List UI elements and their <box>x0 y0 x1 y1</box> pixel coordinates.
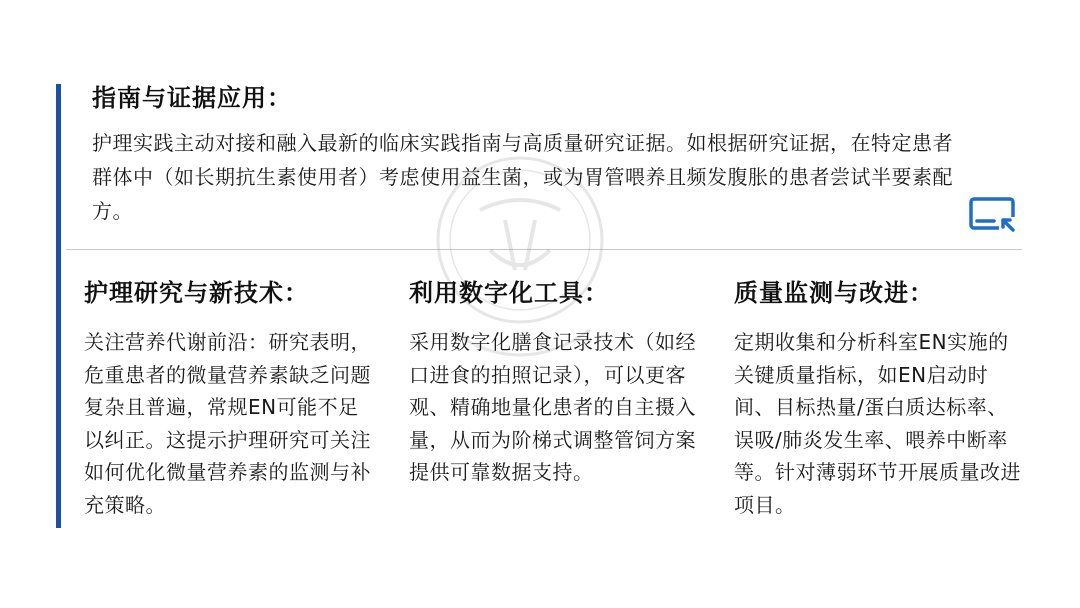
column-nursing-research <box>84 274 372 522</box>
column-body: 关注营养代谢前沿：研究表明，危重患者的微量营养素缺乏问题复杂且普遍，常规EN可能不足以纠正。这提示护理研究可关注如何优化微量营养素的监测与补充策略。 <box>84 330 371 517</box>
section-divider <box>66 249 1022 250</box>
column-body: 定期收集和分析科室EN实施的关键质量指标，如EN启动时间、目标热量/蛋白质达标率、误吸/肺炎发生率、喂养中断率等。针对薄弱环节开展质量改进项目。 <box>734 330 1021 517</box>
column-heading: 利用数字化工具： <box>409 279 609 307</box>
column-heading: 质量监测与改进： <box>734 279 934 307</box>
guidelines-section <box>92 80 972 228</box>
column-heading: 护理研究与新技术： <box>84 279 309 307</box>
guidelines-heading: 指南与证据应用： <box>92 84 292 112</box>
guidelines-body: 护理实践主动对接和融入最新的临床实践指南与高质量研究证据。如根据研究证据，在特定患者群体中（如长期抗生素使用者）考虑使用益生菌，或为胃管喂养且频发腹胀的患者尝试半要素配方。 <box>92 131 953 223</box>
column-quality-monitoring <box>734 274 1022 522</box>
column-body: 采用数字化膳食记录技术（如经口进食的拍照记录），可以更客观、精确地量化患者的自主摄入量，从而为阶梯式调整管饲方案提供可靠数据支持。 <box>409 330 696 485</box>
screen-cursor-icon <box>968 196 1018 234</box>
column-digital-tools <box>409 274 697 489</box>
accent-bar <box>56 84 61 528</box>
